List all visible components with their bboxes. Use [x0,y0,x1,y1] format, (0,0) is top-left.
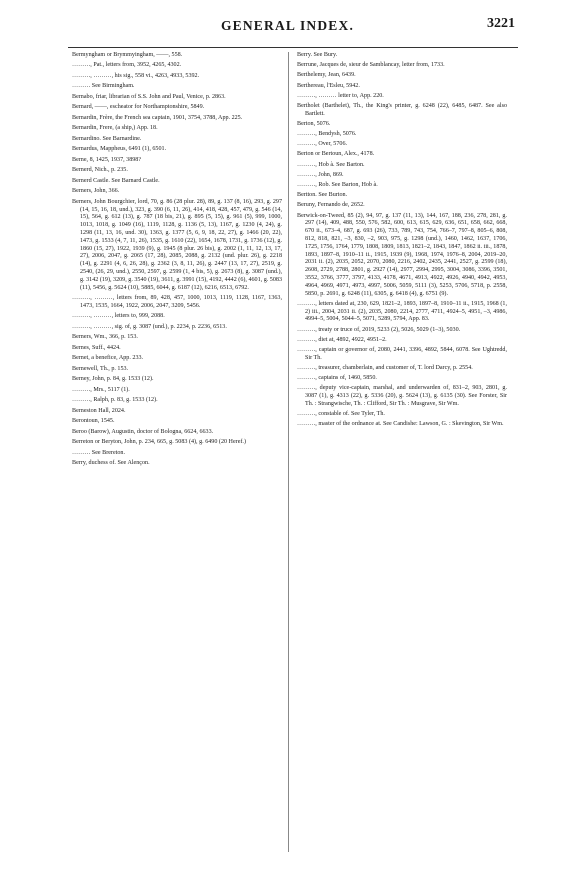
index-entry: ………, ……… letter to, App. 220. [297,92,384,99]
index-entry: ………, master of the ordnance at. See Candishe: Lawson, G. : Skevington, Sir Wm. [297,421,504,428]
index-entry: Berry. See Bury. [297,52,338,58]
index-entry: Berwick-on-Tweed, 85 (2), 94, 97, g. 137 (11, 13), 144, 167, 188, 236, 278, 281, g. 297 (14), 409, 488, 550, 576, 582, 600, 613, 615, 629, 636, 651, 658, 662, 668, 670 ii., 673–4, 687, g. 693 (26), 733, 789, 743, 754, 766–7, 797–8, 805–6, 808, 812, 818, 821, –3, 830, –2, 903, 975, g. 1298 (und.), 1460, 1462, 1637, 1706, 1725, 1756, 1764, 1779, 1808, 1809, 1813, 1821–2, 1843, 1847, 1862 ii. iii., 1878, 1893, 1897–8, 1910–11 ii., 1915, 1939 (9), 1968, 1974, 1976–8, 2004, 2019–20, 2031 ii. (2), 2035, 2052, 2070, 2080, 2216, 2402, 2435, 2441, 2527, g. 2599 (18), 2608, 2729, 2788, 2801, g. 2927 (14), 2977, 2994, 2995, 3004, 3086, 3396, 3501, 3552, 3766, 3777, 3797, 4133, 4178, 4671, 4913, 4922, 4926, 4940, 4942, 4953, 4964, 4969, 4971, 4973, 4997, 5006, 5059, 5111 (3), 5253, 5706, 5718, p. 2558, 5850, p. 2691, g. 6248 (11), 6305, g. 6418 (4), g. 6751 (9). [297,212,507,297]
index-entry: Berners, John, 366. [72,188,120,195]
index-entry: ………, John, 869. [297,171,344,178]
index-entry: ………, deputy vice-captain, marshal, and underwarden of, 831–2, 903, 2801, g. 3087 (1), g. 4313 (22), g. 5336 (20), g. 5624 (13), g. 6135 (30). See Forster, Sir Th. : Strangwische, Th. : Clifford, Sir Th. : Musgrave, Sir Wm. [297,385,507,407]
index-entry: ………, treasurer, chamberlain, and customer of, T. lord Darcy, p. 2554. [297,364,473,371]
index-entry: ………, ………, letters to, 999, 2088. [72,313,165,320]
index-entry: Beruny, Fernando de, 2652. [297,202,365,209]
index-entry: Bernerd, Nich., p. 235. [72,167,128,174]
index-entry: Bernabo, friar, librarian of S.S. John and Paul, Venice, p. 2863. [72,93,226,100]
index-entry: ………, letters dated at, 230, 629, 1821–2, 1893, 1897–8, 1910–11 ii., 1915, 1968 (1, 2) iii., 2004, 2031 ii. (2), 2035, 2080, 2214, 2777, 4711, 4924–5, 4951, –3, 4986, 4994–5, 5004, 5044–5, 5071, 5289, 5794, App. 83. [297,300,507,323]
index-entry: ……… See Birmingham. [72,83,135,90]
index-entry: ………, ………, sig. of, g. 3087 (und.), p. 2234, p. 2236, 6513. [72,323,227,330]
index-entry: ………, captains of, 1460, 5850. [297,375,377,382]
index-entry: Bernewell, Th., p. 153. [72,365,129,372]
index-entry: Berners, Wm., 366, p. 153. [72,334,138,341]
header-rule [68,47,518,48]
index-entry: Berthelemy, Jean, 6439. [297,72,356,79]
index-entry: ………, Pat., letters from, 3952, 4265, 4302. [72,62,182,69]
index-entry: Bernardino. See Barnardine. [72,135,142,142]
index-entry: Bernardin, Frere, (a ship,) App. 18. [72,125,158,132]
index-entry: Berne, 8, 1425, 1937, 3898? [72,156,142,163]
index-entry: Bernardin, Frère, the French sea captain, 1901, 3754, 3788, App. 225. [72,114,243,121]
index-entry: Bermyngham or Brymmyingham, ——, 558. [72,52,183,58]
index-entry: Berry, duchess of. See Alençon. [72,460,150,467]
index-entry: Beroo (Barow), Augustin, doctor of Bologna, 6624, 6633. [72,428,214,435]
index-entry: Bertholet (Barthelet), Th., the King's printer, g. 6248 (22), 6485, 6487. See also Bartlett. [297,102,507,117]
index-entry: Berneston Hall, 2024. [72,407,126,414]
index-entry: ………, diet at, 4892, 4922, 4951–2. [297,336,387,343]
index-entry: ……… See Brereton. [72,449,125,456]
index-entry: ………, treaty or truce of, 2019, 5233 (2), 5026, 5029 (1–3), 5030. [297,326,461,333]
index-entry: Berton, 5076. [297,120,331,127]
index-entry: ………, Over, 5706. [297,141,348,148]
index-entry: ………, Rob. See Barton, Hob à. [297,182,378,189]
index-entry: Berney, John, p. 84, g. 1533 (12). [72,376,154,383]
page-header [60,14,515,36]
index-entry: ………, Hob à. See Barton. [297,161,365,168]
index-entry: Bernes, Suff., 4424. [72,344,121,351]
index-entry: Berrune, Jacques de, sieur de Samblancay, letter from, 1733. [297,62,445,69]
index-entry: Bernard, ——, escheator for Northamptonshire, 5849. [72,104,205,111]
index-entry: ………, Mrs., 5117 (1). [72,386,130,393]
index-entry: Berontoun, 1545. [72,418,115,425]
index-entry: ………, ………, letters from, 89, 428, 457, 1000, 1013, 1119, 1128, 1167, 1363, 1473, 1535, 1664, 1922, 2006, 2047, 3209, 5456. [72,295,282,309]
index-entry: Bernardus, Mappheus, 6491 (1), 6501. [72,146,167,153]
index-entry: Bertton. See Burton. [297,192,348,199]
index-entry: Berners, John Bourgchier, lord, 70, g. 86 (28 plur. 28), 89, g. 137 (8, 16), 293, g. 297 (14, 15, 16, 18, und.), 323, g. 390 (6, 11, 26), 414, 418, 428, 457, 479, g. 546 (14, 15), 564, g. 612 (13), g. 787 (18 bis, 21), g. 895 (5, 15), g. 961 (5), 999, 1000, 1013, 1018, g. 1049 (16), 1119, 1128, g. 1136 (5, 13), 1167, g. 1230 (4, 24), g. 1298 (11, 13, 16, und. 30), 1363, g. 1377 (5, 6, 9, 18, 22, 27), g. 1466 (20, 22), 1473, g. 1533 (4, 7, 11, 26), 1535, g. 1610 (22), 1654, 1678, 1731, g. 1736 (12), g. 1860 (15, 27), 1922, 1939 (9), g. 1945 (8 plur. 26 bis), g. 2002 (1, 11, 12, 13, 17, 27), 2006, 2047, g. 2065 (17, 28), 2085, 2088, g. 2132 (und. plur. 26), g. 2218 (14), g. 2291 (4, 6, 26, 28), g. 2362 (3, 8, 11, 26), g. 2447 (13, 17, 27), 2519, g. 2540, (26, 29, und.), 2550, 2597, g. 2599 (1, 4 bis, 5), g. 2673 (8), g. 3087 (und.), g. 3142 (19), 3209, g. 3540 (19), 3611, g. 3991 (15), 4192, 4442 (6), 4601, g. 5083 (11), 5456, g. 5624 (10), 5885, 6044, g. 6187 (12), 6216, 6513, 6792. [72,198,282,291]
index-entry: ………, Bendysh, 5076. [297,131,357,138]
index-entry: Berton or Bertoun, Alex., 4178. [297,151,375,158]
index-entry: ………, ………, his sig., 558 vi., 4263, 4933, 5392. [72,72,200,79]
left-column [72,52,282,471]
index-entry: ………, captain or governor of, 2080, 2441, 3396, 4892, 5844, 6078. See Ughtredd, Sir Th. [297,346,507,361]
right-column [297,52,507,431]
index-entry: Bernerd Castle. See Barnard Castle. [72,177,160,184]
index-entry: ………, Ralph, p. 83, g. 1533 (12). [72,397,158,404]
index-entry: Bernet, a benefice, App. 233. [72,355,144,362]
page-number: 3221 [487,16,515,31]
page-title: GENERAL INDEX. [220,18,355,33]
index-entry: Berthereau, l'Esleu, 5942. [297,82,360,89]
index-entry: Berreton or Beryton, John, p. 234, 665, g. 5083 (4), g. 6490 (20 Heref.) [72,439,246,446]
index-entry: ………, constable of. See Tyler, Th. [297,411,385,418]
column-divider [288,52,289,852]
